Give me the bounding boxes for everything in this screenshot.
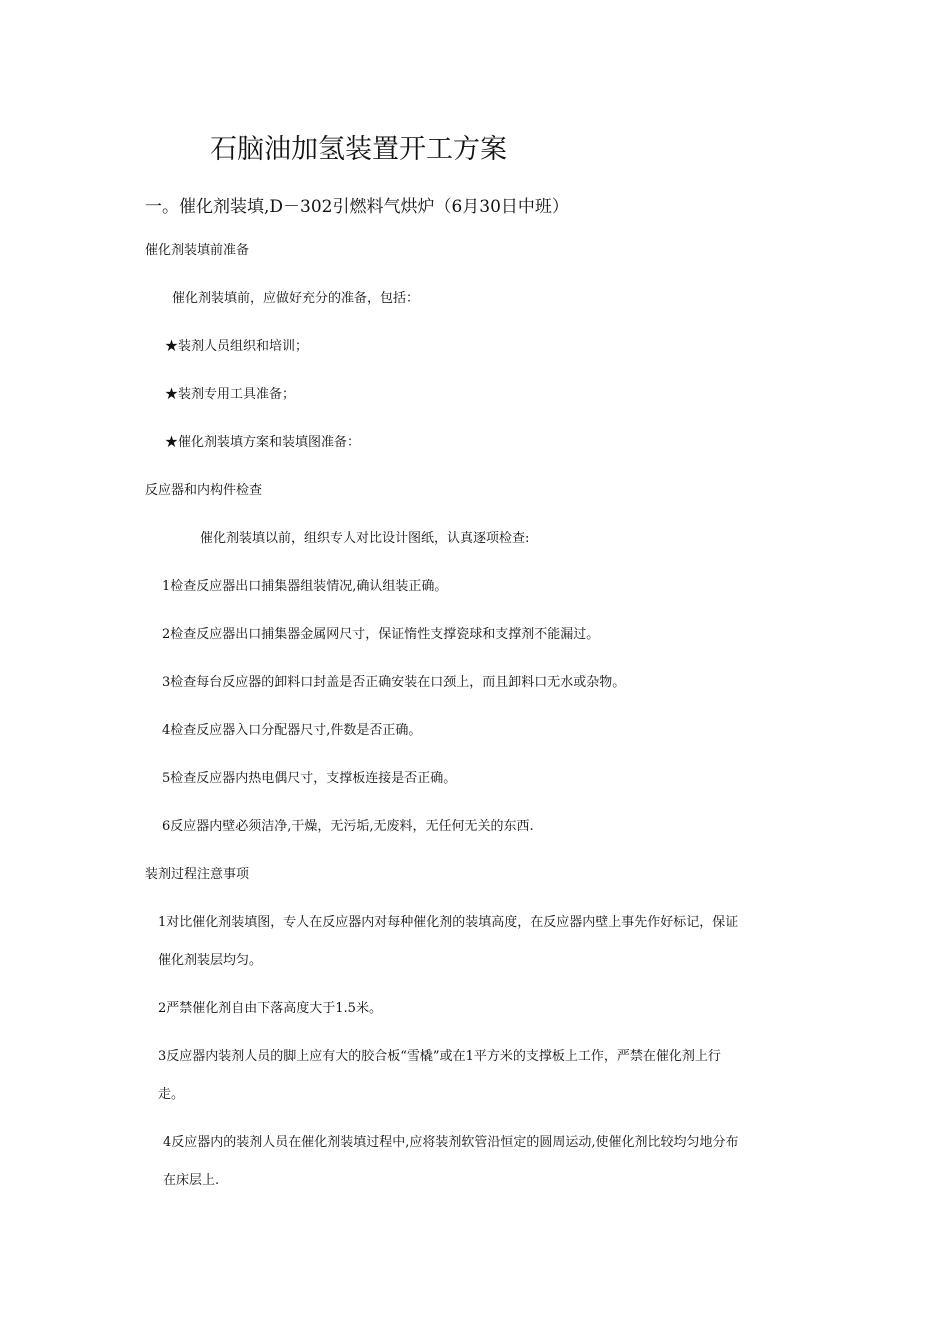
prep-item-2: ★装剂专用工具准备； — [165, 387, 296, 402]
inspection-item-3: 3检查每台反应器的卸料口封盖是否正确安装在口颈上，而且卸料口无水或杂物。 — [162, 675, 626, 690]
loading-item-3-line-2: 走。 — [158, 1087, 185, 1102]
section-1-heading: 一。催化剂装填,D－302引燃料气烘炉（6月30日中班） — [145, 197, 569, 217]
inspection-intro: 催化剂装填以前，组织专人对比设计图纸，认真逐项检查: — [200, 531, 530, 546]
inspection-item-4: 4检查反应器入口分配器尺寸,件数是否正确。 — [162, 723, 422, 738]
prep-item-3: ★催化剂装填方案和装填图准备： — [165, 435, 361, 450]
document-title: 石脑油加氢装置开工方案 — [210, 134, 507, 165]
loading-item-4-line-2: 在床层上. — [163, 1173, 220, 1188]
loading-item-4-line-1: 4反应器内的装剂人员在催化剂装填过程中,应将装剂软管沿恒定的圆周运动,使催化剂比较均匀地分布 — [163, 1135, 739, 1150]
prep-item-1: ★装剂人员组织和培训； — [165, 339, 309, 354]
inspection-item-6: 6反应器内壁必须洁净,干燥，无污垢,无废料，无任何无关的东西. — [162, 819, 534, 834]
inspection-item-5: 5检查反应器内热电偶尺寸，支撑板连接是否正确。 — [162, 771, 457, 786]
loading-item-2: 2严禁催化剂自由下落高度大于1.5米。 — [158, 1001, 382, 1016]
loading-item-1-line-2: 催化剂装层均匀。 — [158, 953, 263, 968]
loading-item-1-line-1: 1对比催化剂装填图，专人在反应器内对每种催化剂的装填高度，在反应器内壁上事先作好标记，保证 — [158, 915, 739, 930]
inspection-item-2: 2检查反应器出口捕集器金属网尺寸，保证惰性支撑瓷球和支撑剂不能漏过。 — [162, 627, 600, 642]
prep-heading: 催化剂装填前准备 — [145, 243, 250, 258]
prep-intro: 催化剂装填前，应做好充分的准备，包括： — [172, 291, 420, 306]
loading-item-3-line-1: 3反应器内装剂人员的脚上应有大的胶合板“雪橇”或在1平方米的支撑板上工作，严禁在催化剂上行 — [158, 1049, 721, 1064]
loading-heading: 装剂过程注意事项 — [145, 867, 250, 882]
inspection-item-1: 1检查反应器出口捕集器组装情况,确认组装正确。 — [162, 579, 448, 594]
inspection-heading: 反应器和内构件检查 — [145, 483, 263, 498]
